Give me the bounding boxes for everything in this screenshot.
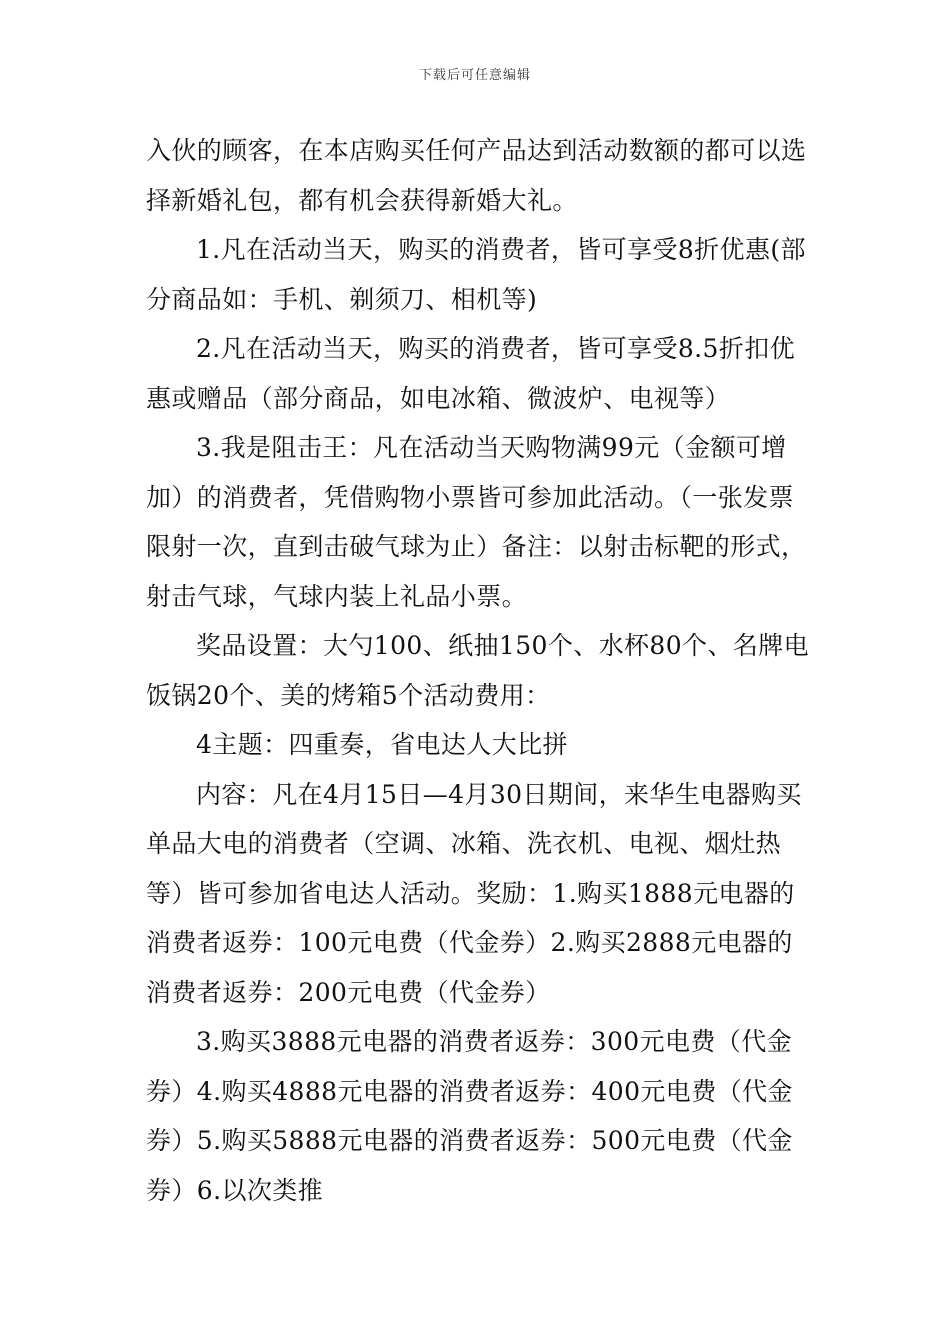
document-body bbox=[146, 126, 811, 1215]
paragraph-5: 奖品设置：大勺100、纸抽150个、水杯80个、名牌电饭锅20个、美的烤箱5个活动费用： bbox=[146, 631, 810, 710]
paragraph-4: 3.我是阻击王：凡在活动当天购物满99元（金额可增加）的消费者，凭借购物小票皆可参加此活动。（一张发票限射一次，直到击破气球为止）备注：以射击标靶的形式，射击气球，气球内装上礼品小票。 bbox=[146, 433, 807, 611]
paragraph-7: 内容：凡在4月15日—4月30日期间，来华生电器购买单品大电的消费者（空调、冰箱、洗衣机、电视、烟灶热等）皆可参加省电达人活动。奖励：1.购买1888元电器的消费者返券：100元电费（代金券）2.购买2888元电器的消费者返券：200元电费（代金券） bbox=[146, 779, 802, 1007]
paragraph-1: 入伙的顾客，在本店购买任何产品达到活动数额的都可以选择新婚礼包，都有机会获得新婚大礼。 bbox=[146, 136, 807, 215]
paragraph-6: 4主题：四重奏，省电达人大比拼 bbox=[196, 730, 568, 759]
paragraph-8: 3.购买3888元电器的消费者返券：300元电费（代金券）4.购买4888元电器的消费者返券：400元电费（代金券）5.购买5888元电器的消费者返券：500元电费（代金券）6.以次类推 bbox=[146, 1027, 793, 1205]
paragraph-3: 2.凡在活动当天，购买的消费者，皆可享受8.5折扣优惠或赠品（部分商品，如电冰箱、微波炉、电视等） bbox=[146, 334, 796, 413]
page-header: 下载后可任意编辑 bbox=[418, 68, 531, 83]
paragraph-2: 1.凡在活动当天，购买的消费者，皆可享受8折优惠(部分商品如：手机、剃须刀、相机等) bbox=[146, 235, 806, 314]
